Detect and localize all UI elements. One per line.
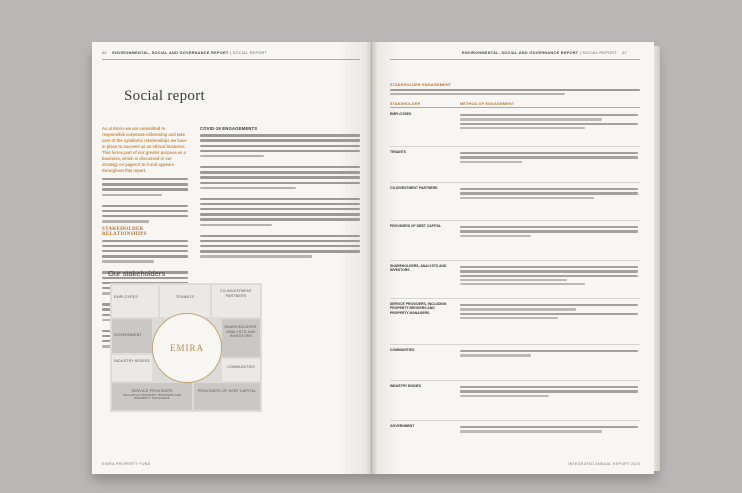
right-running-head-sub: SOCIAL REPORT (582, 51, 617, 55)
right-header-rule (390, 59, 640, 60)
covid-column (200, 126, 360, 261)
left-page-number: 66 (102, 51, 107, 55)
table-row (390, 421, 640, 455)
col-stakeholder: STAKEHOLDER (390, 102, 421, 106)
stakeholder-diagram (110, 283, 262, 412)
left-running-head: 66 ENVIRONMENTAL, SOCIAL AND GOVERNANCE REPORT | SOCIAL REPORT (102, 51, 268, 55)
row-label: EMPLOYEES (390, 112, 412, 116)
diagram-service-providers (112, 383, 192, 410)
col-method: METHOD OF ENGAGEMENT (460, 102, 515, 106)
diagram-government: GOVERNMENT (112, 319, 152, 353)
engagement-intro (390, 83, 640, 96)
right-footer (568, 462, 640, 466)
left-running-head-sub: SOCIAL REPORT (232, 51, 268, 55)
row-label: COMMUNITIES (390, 348, 415, 352)
left-running-head-title: ENVIRONMENTAL, SOCIAL AND GOVERNANCE REPORT (112, 51, 229, 55)
table-row (390, 345, 640, 381)
right-running-head: ENVIRONMENTAL, SOCIAL AND GOVERNANCE REPORT | SOCIAL REPORT 67 (462, 51, 628, 55)
table-row (390, 299, 640, 345)
table-row (390, 381, 640, 421)
row-label: CO-INVESTMENT PARTNERS (390, 186, 438, 190)
left-footer: EMIRA PROPERTY FUND (102, 462, 151, 466)
page-title: Social report (124, 88, 205, 104)
right-running-head-title: ENVIRONMENTAL, SOCIAL AND GOVERNANCE REPORT (462, 51, 579, 55)
intro-text: As at Emira we are committed to responsible corporate citizenship and take care of the symbiotic relationships we have in place to succeed as an ethical business. This forms part of our greater purpose as a business, which is discussed in our strategy on pages 0 to 0 and appears throughout this report. (102, 126, 187, 173)
diagram-industry: INDUSTRY BODIES (112, 355, 152, 381)
diagram-debt-capital: PROVIDERS OF DEBT CAPITAL (194, 383, 260, 410)
diagram-shareholders: SHAREHOLDERS, ANALYSTS AND INVESTORS (222, 319, 260, 357)
row-label: GOVERNMENT (390, 424, 415, 428)
diagram-employees: EMPLOYEES (112, 285, 158, 317)
row-label: SERVICE PROVIDERS, INCLUDING PROPERTY BROKERS AND PROPERTY MANAGERS (390, 302, 447, 315)
stakeholders-title: Our stakeholders (108, 269, 166, 278)
book-spine-fold (366, 42, 378, 474)
body-text-block (102, 178, 188, 223)
covid-heading: COVID-19 ENGAGEMENTS (200, 126, 258, 131)
diagram-tenants: TENANTS (160, 285, 210, 317)
table-row (390, 147, 640, 183)
diagram-service-label: SERVICE PROVIDERS (131, 389, 173, 393)
right-page-number: 67 (622, 51, 628, 55)
left-header-rule (102, 59, 360, 60)
right-page (372, 42, 654, 474)
table-row (390, 183, 640, 221)
diagram-coinvestment: CO-INVESTMENT PARTNERS (212, 285, 260, 317)
row-label: PROVIDERS OF DEBT CAPITAL (390, 224, 442, 228)
table-row (390, 221, 640, 261)
row-label: INDUSTRY BODIES (390, 384, 422, 388)
table-row (390, 109, 640, 147)
right-footer-text: INTEGRATED ANNUAL REPORT 2020 (568, 462, 640, 466)
engagement-heading: STAKEHOLDER ENGAGEMENT (390, 83, 452, 87)
stakeholder-relationships-heading: STAKEHOLDER RELATIONSHIPS (102, 226, 147, 237)
diagram-service-sub: INCLUDING PROPERTY BROKERS AND PROPERTY MANAGERS (122, 392, 182, 401)
covid-text-block (200, 134, 360, 258)
diagram-communities: COMMUNITIES (222, 359, 260, 381)
page-stack-edge (654, 46, 660, 471)
table-row (390, 261, 640, 299)
table-header (390, 101, 640, 108)
row-label: TENANTS (390, 150, 407, 154)
diagram-center-circle: EMIRA (152, 313, 222, 383)
row-label: SHAREHOLDERS, ANALYSTS AND INVESTORS (390, 264, 447, 273)
